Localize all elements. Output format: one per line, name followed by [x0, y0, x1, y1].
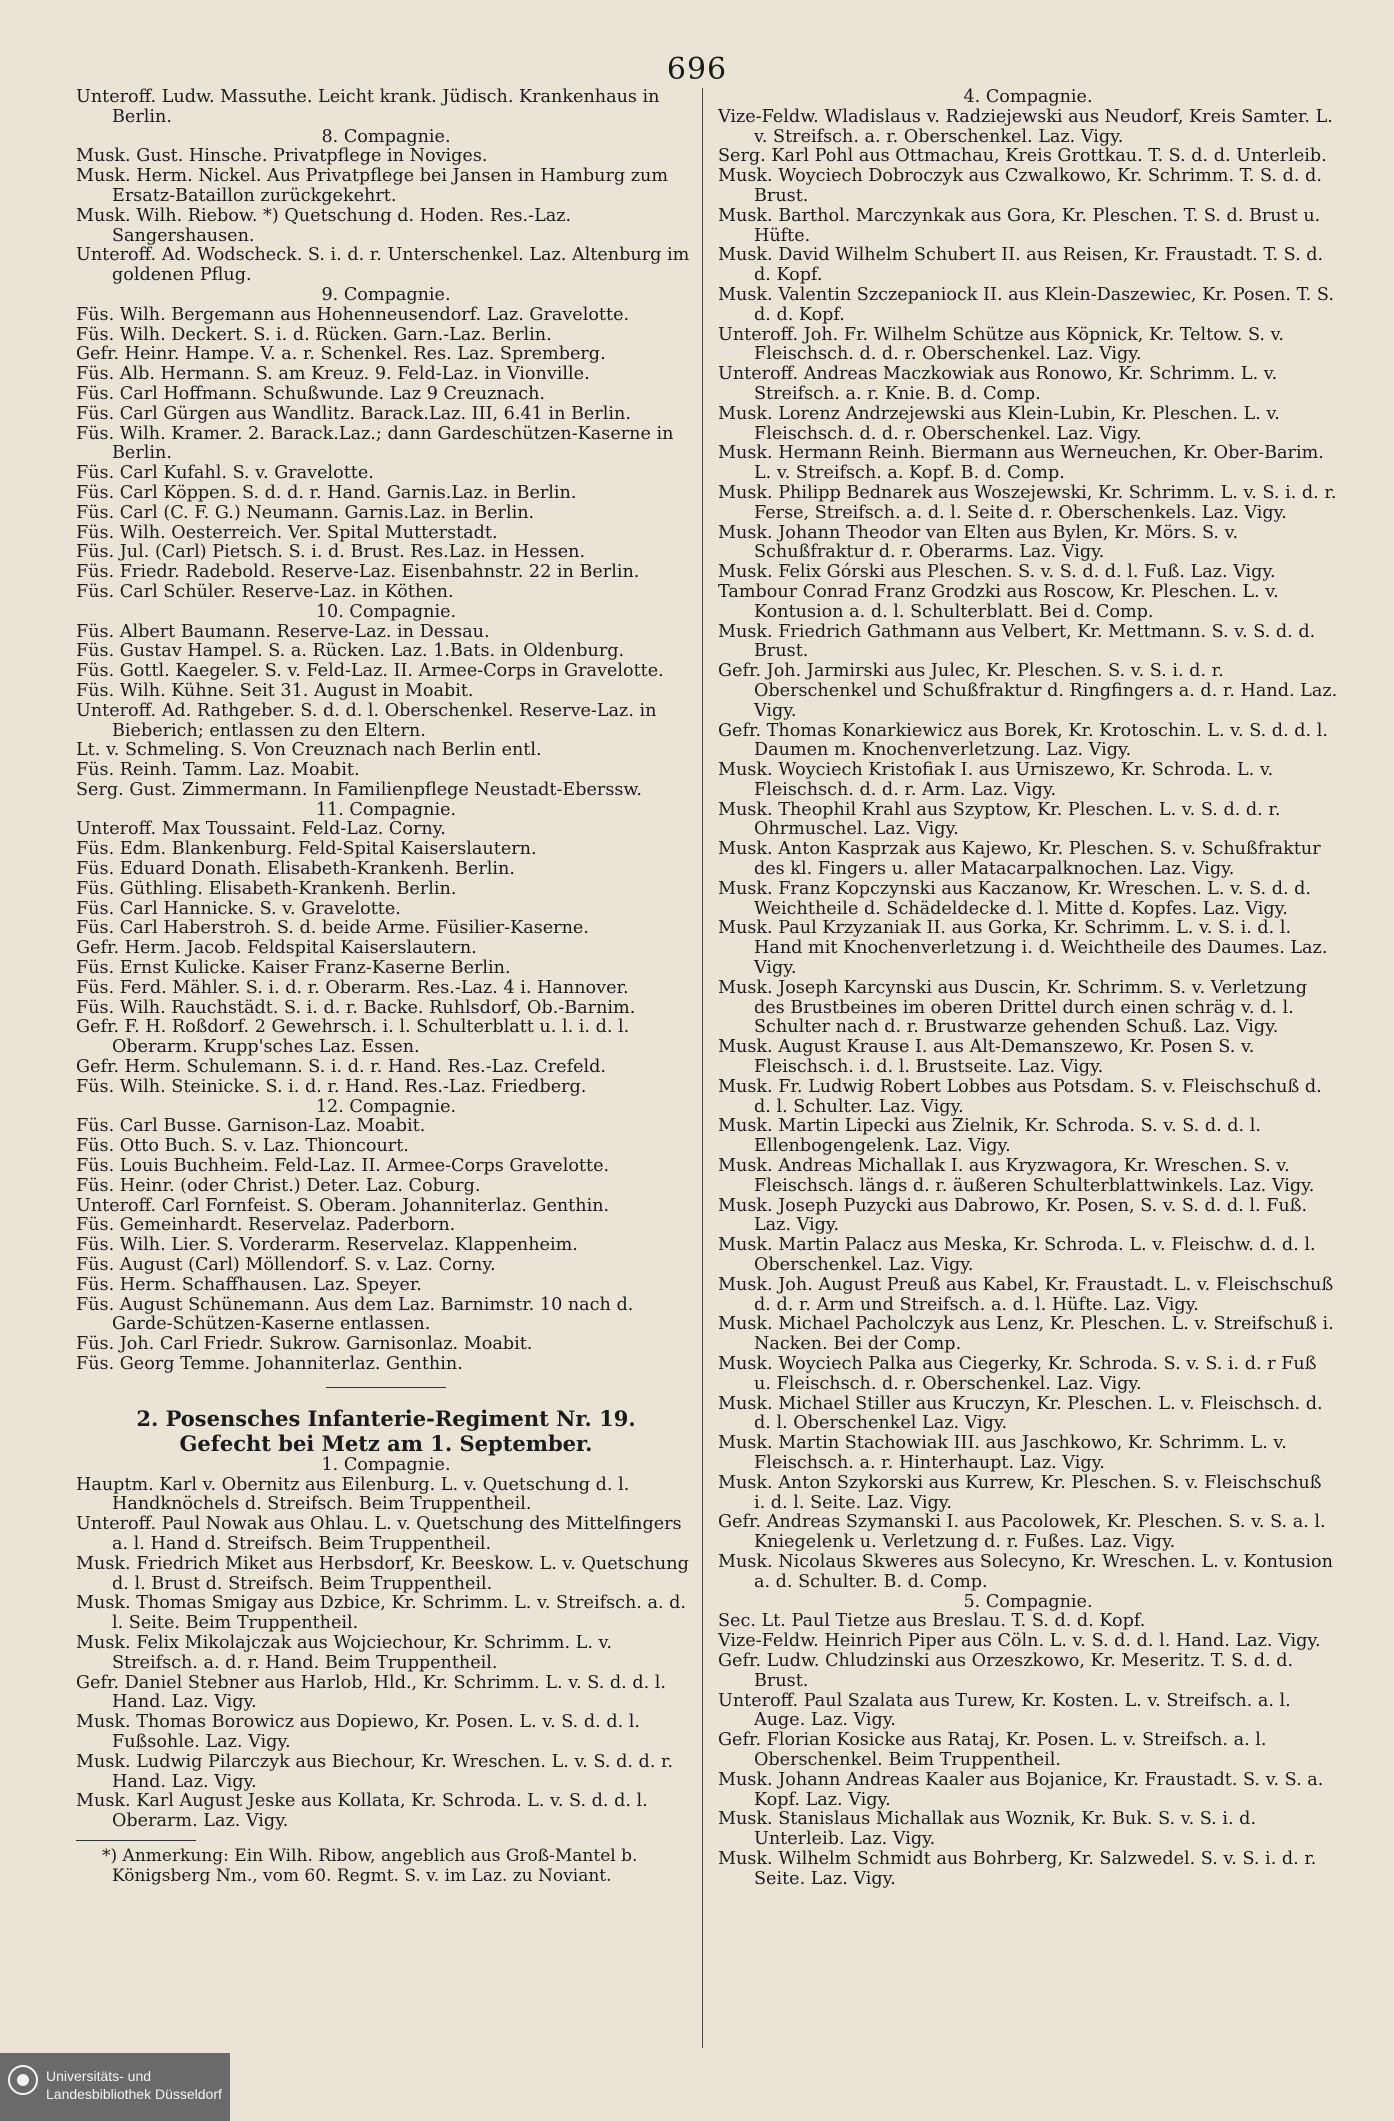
casualty-entry: Unteroff. Joh. Fr. Wilhelm Schütze aus Köpnick, Kr. Teltow. S. v. Fleischsch. d. d. r. Oberschenkel. Laz. Vigy. — [718, 324, 1285, 365]
watermark-text — [46, 2067, 222, 2103]
casualty-entry: Füs. Joh. Carl Friedr. Sukrow. Garnisonlaz. Moabit. — [76, 1334, 533, 1355]
casualty-entry: Unteroff. Carl Fornfeist. S. Oberam. Johanniterlaz. Genthin. — [76, 1195, 610, 1216]
casualty-entry: Musk. Felix Górski aus Pleschen. S. v. S. d. d. l. Fuß. Laz. Vigy. — [718, 562, 1276, 583]
casualty-entry: Musk. Valentin Szczepaniock II. aus Klein-Daszewiec, Kr. Posen. T. S. d. d. Kopf. — [718, 284, 1334, 325]
casualty-entry: Musk. Nicolaus Skweres aus Solecyno, Kr. Wreschen. L. v. Kontusion a. d. Schulter. B. d. Comp. — [718, 1551, 1333, 1592]
company-heading: 12. Compagnie. — [315, 1096, 457, 1117]
casualty-entry: Musk. Woyciech Dobroczyk aus Czwalkowo, Kr. Schrimm. T. S. d. d. Brust. — [718, 166, 1322, 206]
company-heading: 11. Compagnie. — [315, 799, 457, 820]
casualty-entry: Füs. Wilh. Rauchstädt. S. i. d. r. Backe. Ruhlsdorf, Ob.-Barnim. — [76, 997, 636, 1018]
casualty-entry: Gefr. F. H. Roßdorf. 2 Gewehrsch. i. l. Schulterblatt u. l. i. d. l. Oberarm. Krupp'sches Laz. Essen. — [76, 1017, 630, 1058]
company-heading: 4. Compagnie. — [963, 87, 1093, 107]
regiment-heading: Gefecht bei Metz am 1. September. — [179, 1430, 593, 1456]
casualty-entry: Serg. Karl Pohl aus Ottmachau, Kreis Grottkau. T. S. d. d. Unterleib. — [718, 146, 1327, 167]
casualty-entry: Gefr. Ludw. Chludzinski aus Orzeszkowo, Kr. Meseritz. T. S. d. d. Brust. — [718, 1650, 1294, 1691]
company-heading: 5. Compagnie. — [963, 1591, 1093, 1612]
casualty-entry: Vize-Feldw. Heinrich Piper aus Cöln. L. v. S. d. d. l. Hand. Laz. Vigy. — [718, 1631, 1321, 1652]
casualty-entry: Füs. Louis Buchheim. Feld-Laz. II. Armee-Corps Gravelotte. — [76, 1156, 610, 1177]
casualty-entry: Musk. Woyciech Palka aus Ciegerky, Kr. Schroda. S. v. S. i. d. r Fuß u. Fleischsch. d. r. Oberschenkel. Laz. Vigy. — [718, 1354, 1317, 1394]
section-separator — [326, 1387, 446, 1388]
casualty-entry: Füs. Alb. Hermann. S. am Kreuz. 9. Feld-Laz. in Vionville. — [76, 364, 590, 385]
casualty-entry: Füs. Wilh. Deckert. S. i. d. Rücken. Garn.-Laz. Berlin. — [76, 324, 552, 345]
casualty-entry: Musk. Joh. August Preuß aus Kabel, Kr. Fraustadt. L. v. Fleischschuß d. d. r. Arm und Streifsch. a. d. l. Hüfte. Laz. Vigy. — [718, 1274, 1334, 1315]
casualty-entry: Musk. Herm. Nickel. Aus Privatpflege bei Jansen in Hamburg zum Ersatz-Bataillon zurückgekehrt. — [76, 166, 669, 206]
casualty-entry: Musk. Friedrich Miket aus Herbsdorf, Kr. Beeskow. L. v. Quetschung d. l. Brust d. Streifsch. Beim Truppentheil. — [76, 1553, 689, 1594]
casualty-entry: Füs. Carl Hoffmann. Schußwunde. Laz 9 Creuznach. — [76, 383, 545, 404]
casualty-entry: Füs. August Schünemann. Aus dem Laz. Barnimstr. 10 nach d. Garde-Schützen-Kaserne entlassen. — [76, 1294, 634, 1335]
casualty-entry: Füs. Carl Schüler. Reserve-Laz. in Köthen. — [76, 581, 454, 602]
casualty-entry: Füs. Gustav Hampel. S. a. Rücken. Laz. 1.Bats. in Oldenburg. — [76, 641, 625, 662]
casualty-entry: Musk. Wilhelm Schmidt aus Bohrberg, Kr. Salzwedel. S. v. S. i. d. r. Seite. Laz. Vigy. — [718, 1848, 1317, 1889]
casualty-entry: Füs. Georg Temme. Johanniterlaz. Genthin. — [76, 1354, 463, 1374]
footnote-rule — [76, 1840, 196, 1841]
casualty-entry: Füs. Wilh. Steinicke. S. i. d. r. Hand. Res.-Laz. Friedberg. — [76, 1076, 587, 1097]
casualty-entry: Musk. Thomas Smigay aus Dzbice, Kr. Schrimm. L. v. Streifsch. a. d. l. Seite. Beim Truppentheil. — [76, 1593, 687, 1634]
casualty-entry: Musk. Lorenz Andrzejewski aus Klein-Lubin, Kr. Pleschen. L. v. Fleischsch. d. d. r. Oberschenkel. Laz. Vigy. — [718, 403, 1280, 444]
casualty-entry: Füs. Reinh. Tamm. Laz. Moabit. — [76, 760, 360, 781]
casualty-entry: Musk. Joseph Karcynski aus Duscin, Kr. Schrimm. S. v. Verletzung des Brustbeines im oberen Drittel durch einen schräg v. d. l. Schulter nach d. r. Brustwarze gehenden Schuß. Laz. Vigy. — [718, 977, 1307, 1038]
casualty-entry: Musk. Michael Stiller aus Kruczyn, Kr. Pleschen. L. v. Fleischsch. d. d. l. Oberschenkel Laz. Vigy. — [718, 1393, 1323, 1434]
casualty-entry: Musk. Johann Theodor van Elten aus Bylen, Kr. Mörs. S. v. Schußfraktur d. r. Oberarms. Laz. Vigy. — [718, 522, 1239, 563]
casualty-entry: Füs. Wilh. Kühne. Seit 31. August in Moabit. — [76, 680, 474, 701]
casualty-entry: Füs. Carl Busse. Garnison-Laz. Moabit. — [76, 1116, 426, 1137]
casualty-entry: Musk. Philipp Bednarek aus Woszejewski, Kr. Schrimm. L. v. S. i. d. r. Ferse, Streifsch. a. d. l. Seite d. r. Oberschenkels. Laz. Vigy. — [718, 482, 1337, 523]
watermark-line-2: Landesbibliothek Düsseldorf — [46, 2086, 222, 2102]
casualty-entry: Musk. Fr. Ludwig Robert Lobbes aus Potsdam. S. v. Fleischschuß d. d. l. Schulter. Laz. Vigy. — [718, 1076, 1322, 1117]
casualty-entry: Füs. Wilh. Lier. S. Vorderarm. Reservelaz. Klappenheim. — [76, 1235, 578, 1256]
watermark-line-1: Universitäts- und — [46, 2068, 152, 2084]
casualty-entry: Musk. Franz Kopczynski aus Kaczanow, Kr. Wreschen. L. v. S. d. d. Weichtheile d. Schädeldecke d. l. Mitte d. Kopfes. Laz. Vigy. — [718, 878, 1311, 919]
casualty-entry: Musk. Woyciech Kristofiak I. aus Urniszewo, Kr. Schroda. L. v. Fleischsch. d. d. r. Arm. Laz. Vigy. — [718, 760, 1274, 800]
casualty-entry: Unteroff. Ludw. Massuthe. Leicht krank. Jüdisch. Krankenhaus in Berlin. — [76, 87, 660, 127]
footnote: *) Anmerkung: Ein Wilh. Ribow, angeblich aus Groß-Mantel b. Königsberg Nm., vom 60. Regmt. S. v. im Laz. zu Noviant. — [102, 1845, 638, 1886]
casualty-entry: Füs. Edm. Blankenburg. Feld-Spital Kaiserslautern. — [76, 839, 537, 860]
casualty-entry: Gefr. Heinr. Hampe. V. a. r. Schenkel. Res. Laz. Spremberg. — [76, 344, 606, 365]
casualty-entry: Musk. Karl August Jeske aus Kollata, Kr. Schroda. L. v. S. d. d. l. Oberarm. Laz. Vigy. — [76, 1791, 648, 1832]
casualty-entry: Füs. Gemeinhardt. Reservelaz. Paderborn. — [76, 1215, 456, 1236]
casualty-entry: Füs. Otto Buch. S. v. Laz. Thioncourt. — [76, 1136, 409, 1157]
casualty-entry: Füs. Carl Haberstroh. S. d. beide Arme. Füsilier-Kaserne. — [76, 918, 589, 939]
right-column — [718, 88, 1338, 1890]
casualty-entry: Musk. David Wilhelm Schubert II. aus Reisen, Kr. Fraustadt. T. S. d. d. Kopf. — [718, 245, 1324, 286]
casualty-entry: Füs. Eduard Donath. Elisabeth-Krankenh. Berlin. — [76, 859, 515, 880]
casualty-entry: Vize-Feldw. Wladislaus v. Radziejewski aus Neudorf, Kreis Samter. L. v. Streifsch. a. r. Oberschenkel. Laz. Vigy. — [718, 106, 1333, 147]
casualty-entry: Füs. Gottl. Kaegeler. S. v. Feld-Laz. II. Armee-Corps in Gravelotte. — [76, 661, 664, 682]
casualty-entry: Gefr. Herm. Jacob. Feldspital Kaiserslautern. — [76, 938, 477, 959]
casualty-entry: Musk. Hermann Reinh. Biermann aus Werneuchen, Kr. Ober-Barim. L. v. Streifsch. a. Kopf. B. d. Comp. — [718, 443, 1324, 484]
company-heading: 9. Compagnie. — [321, 284, 451, 305]
casualty-entry: Musk. August Krause I. aus Alt-Demanszewo, Kr. Posen S. v. Fleischsch. i. d. l. Brustseite. Laz. Vigy. — [718, 1037, 1255, 1078]
library-watermark — [0, 2053, 230, 2121]
company-heading: 1. Compagnie. — [321, 1454, 451, 1475]
column-divider — [702, 88, 703, 2048]
casualty-entry: Musk. Ludwig Pilarczyk aus Biechour, Kr. Wreschen. L. v. S. d. d. r. Hand. Laz. Vigy. — [76, 1751, 674, 1792]
casualty-entry: Füs. Carl (C. F. G.) Neumann. Garnis.Laz. in Berlin. — [76, 502, 535, 523]
casualty-entry: Füs. Albert Baumann. Reserve-Laz. in Dessau. — [76, 621, 490, 642]
casualty-entry: Musk. Anton Kasprzak aus Kajewo, Kr. Pleschen. S. v. Schußfraktur des kl. Fingers u. aller Matacarpalknochen. Laz. Vigy. — [718, 839, 1321, 880]
casualty-entry: Musk. Gust. Hinsche. Privatpflege in Noviges. — [76, 146, 488, 167]
casualty-entry: Unteroff. Max Toussaint. Feld-Laz. Corny. — [76, 819, 446, 840]
casualty-entry: Musk. Martin Stachowiak III. aus Jaschkowo, Kr. Schrimm. L. v. Fleischsch. a. r. Hinterhaupt. Laz. Vigy. — [718, 1433, 1287, 1473]
casualty-entry: Füs. Herm. Schaffhausen. Laz. Speyer. — [76, 1274, 422, 1295]
casualty-entry: Füs. August (Carl) Möllendorf. S. v. Laz. Corny. — [76, 1255, 496, 1276]
casualty-entry: Musk. Martin Lipecki aus Zielnik, Kr. Schroda. S. v. S. d. d. l. Ellenbogengelenk. Laz. Vigy. — [718, 1116, 1261, 1157]
casualty-entry: Unteroff. Paul Nowak aus Ohlau. L. v. Quetschung des Mittelfingers a. l. Hand d. Streifsch. Beim Truppentheil. — [76, 1514, 682, 1554]
company-heading: 8. Compagnie. — [321, 126, 451, 147]
casualty-entry: Unteroff. Paul Szalata aus Turew, Kr. Kosten. L. v. Streifsch. a. l. Auge. Laz. Vigy. — [718, 1690, 1291, 1731]
casualty-entry: Gefr. Florian Kosicke aus Rataj, Kr. Posen. L. v. Streifsch. a. l. Oberschenkel. Beim Truppentheil. — [718, 1730, 1267, 1770]
casualty-entry: Füs. Wilh. Bergemann aus Hohenneusendorf. Laz. Gravelotte. — [76, 304, 630, 325]
casualty-entry: Gefr. Daniel Stebner aus Harlob, Hld., Kr. Schrimm. L. v. S. d. d. l. Hand. Laz. Vigy. — [76, 1672, 666, 1713]
casualty-entry: Füs. Wilh. Kramer. 2. Barack.Laz.; dann Gardeschützen-Kaserne in Berlin. — [76, 423, 674, 464]
casualty-entry: Hauptm. Karl v. Obernitz aus Eilenburg. L. v. Quetschung d. l. Handknöchels d. Streifsch. Beim Truppentheil. — [76, 1474, 630, 1515]
casualty-entry: Füs. Jul. (Carl) Pietsch. S. i. d. Brust. Res.Laz. in Hessen. — [76, 542, 586, 563]
casualty-entry: Füs. Carl Gürgen aus Wandlitz. Barack.Laz. III, 6.41 in Berlin. — [76, 403, 631, 424]
page-number: 696 — [666, 52, 728, 87]
casualty-entry: Musk. Theophil Krahl aus Szyptow, Kr. Pleschen. L. v. S. d. d. r. Ohrmuschel. Laz. Vigy. — [718, 799, 1281, 840]
casualty-entry: Füs. Ferd. Mähler. S. i. d. r. Oberarm. Res.-Laz. 4 i. Hannover. — [76, 977, 629, 998]
casualty-entry: Gefr. Thomas Konarkiewicz aus Borek, Kr. Krotoschin. L. v. S. d. d. l. Daumen m. Knochenverletzung. Laz. Vigy. — [718, 720, 1328, 761]
casualty-entry: Musk. Johann Andreas Kaaler aus Bojanice, Kr. Fraustadt. S. v. S. a. Kopf. Laz. Vigy. — [718, 1769, 1324, 1810]
library-logo-icon — [8, 2065, 38, 2095]
company-heading: 10. Compagnie. — [315, 601, 457, 622]
casualty-entry: Füs. Heinr. (oder Christ.) Deter. Laz. Coburg. — [76, 1175, 481, 1196]
casualty-entry: Musk. Felix Mikolajczak aus Wojciechour, Kr. Schrimm. L. v. Streifsch. a. d. r. Hand. Beim Truppentheil. — [76, 1632, 612, 1673]
casualty-entry: Musk. Andreas Michallak I. aus Kryzwagora, Kr. Wreschen. S. v. Fleischsch. längs d. r. äußeren Schulterblattwinkels. Laz. Vigy. — [718, 1156, 1315, 1196]
casualty-entry: Musk. Thomas Borowicz aus Dopiewo, Kr. Posen. L. v. S. d. d. l. Fußsohle. Laz. Vigy. — [76, 1712, 640, 1752]
casualty-entry: Musk. Barthol. Marczynkak aus Gora, Kr. Pleschen. T. S. d. Brust u. Hüfte. — [718, 205, 1321, 246]
casualty-entry: Musk. Wilh. Riebow. *) Quetschung d. Hoden. Res.-Laz. Sangershausen. — [76, 205, 572, 246]
casualty-entry: Gefr. Andreas Szymanski I. aus Pacolowek, Kr. Pleschen. S. v. S. a. l. Kniegelenk u. Verletzung d. r. Fußes. Laz. Vigy. — [718, 1512, 1326, 1553]
casualty-entry: Musk. Friedrich Gathmann aus Velbert, Kr. Mettmann. S. v. S. d. d. Brust. — [718, 621, 1316, 662]
casualty-entry: Musk. Joseph Puzycki aus Dabrowo, Kr. Posen, S. v. S. d. d. l. Fuß. Laz. Vigy. — [718, 1195, 1308, 1236]
casualty-entry: Unteroff. Ad. Wodscheck. S. i. d. r. Unterschenkel. Laz. Altenburg im goldenen Pflug. — [76, 245, 690, 286]
casualty-entry: Unteroff. Ad. Rathgeber. S. d. d. l. Oberschenkel. Reserve-Laz. in Bieberich; entlassen zu den Eltern. — [76, 700, 657, 741]
casualty-entry: Füs. Carl Köppen. S. d. d. r. Hand. Garnis.Laz. in Berlin. — [76, 482, 577, 503]
casualty-entry: Füs. Ernst Kulicke. Kaiser Franz-Kaserne Berlin. — [76, 958, 511, 979]
casualty-entry: Gefr. Herm. Schulemann. S. i. d. r. Hand. Res.-Laz. Crefeld. — [76, 1057, 606, 1078]
casualty-entry: Musk. Anton Szykorski aus Kurrew, Kr. Pleschen. S. v. Fleischschuß i. d. l. Seite. Laz. Vigy. — [718, 1472, 1322, 1513]
casualty-entry: Füs. Wilh. Oesterreich. Ver. Spital Mutterstadt. — [76, 522, 498, 543]
casualty-entry: Musk. Martin Palacz aus Meska, Kr. Schroda. L. v. Fleischw. d. d. l. Oberschenkel. Laz. Vigy. — [718, 1235, 1316, 1276]
casualty-entry: Sec. Lt. Paul Tietze aus Breslau. T. S. d. d. Kopf. — [718, 1611, 1146, 1632]
casualty-entry: Lt. v. Schmeling. S. Von Creuznach nach Berlin entl. — [76, 740, 542, 761]
casualty-entry: Unteroff. Andreas Maczkowiak aus Ronowo, Kr. Schrimm. L. v. Streifsch. a. r. Knie. B. d. Comp. — [718, 364, 1278, 404]
casualty-entry: Tambour Conrad Franz Grodzki aus Roscow, Kr. Pleschen. L. v. Kontusion a. d. l. Schulterblatt. Bei d. Comp. — [718, 581, 1279, 622]
casualty-entry: Füs. Güthling. Elisabeth-Krankenh. Berlin. — [76, 878, 457, 899]
casualty-entry: Füs. Carl Kufahl. S. v. Gravelotte. — [76, 463, 374, 484]
regiment-heading: 2. Posensches Infanterie-Regiment Nr. 19. — [136, 1405, 636, 1431]
casualty-entry: Musk. Michael Pacholczyk aus Lenz, Kr. Pleschen. L. v. Streifschuß i. Nacken. Bei der Comp. — [718, 1314, 1334, 1355]
casualty-entry: Gefr. Joh. Jarmirski aus Julec, Kr. Pleschen. S. v. S. i. d. r. Oberschenkel und Schußfraktur d. Ringfingers a. d. r. Hand. Laz. Vigy. — [718, 661, 1338, 721]
casualty-entry: Musk. Stanislaus Michallak aus Woznik, Kr. Buk. S. v. S. i. d. Unterleib. Laz. Vigy. — [718, 1809, 1257, 1850]
casualty-entry: Füs. Friedr. Radebold. Reserve-Laz. Eisenbahnstr. 22 in Berlin. — [76, 562, 640, 583]
left-column — [76, 88, 696, 1887]
casualty-entry: Serg. Gust. Zimmermann. In Familienpflege Neustadt-Eberssw. — [76, 779, 642, 800]
casualty-entry: Musk. Paul Krzyzaniak II. aus Gorka, Kr. Schrimm. L. v. S. i. d. l. Hand mit Knochenverletzung i. d. Weichtheile des Daumes. Laz. Vigy. — [718, 918, 1328, 979]
casualty-entry: Füs. Carl Hannicke. S. v. Gravelotte. — [76, 898, 401, 919]
